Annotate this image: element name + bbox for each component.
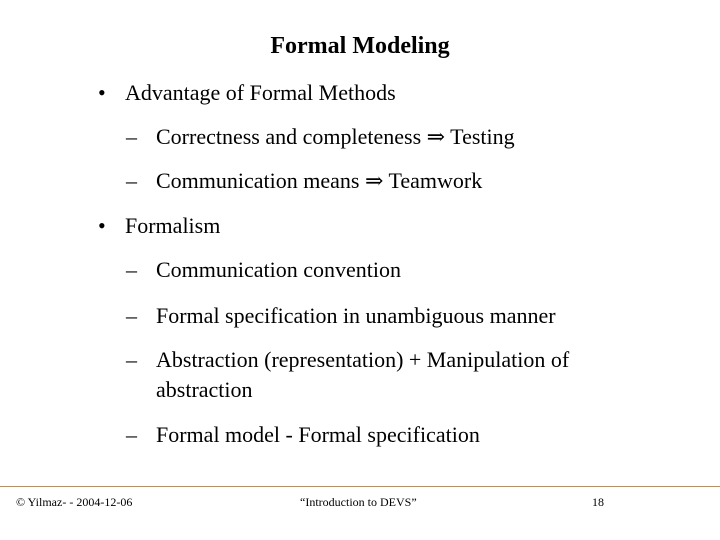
dash-marker: –	[126, 422, 137, 447]
slide-title: Formal Modeling	[270, 33, 450, 59]
subitem-text: Communication means ⇒ Teamwork	[156, 168, 483, 193]
subitem-text: Formal specification in unambiguous manner	[156, 303, 556, 328]
subitem-abstraction-continued	[156, 375, 253, 405]
subitem-abstraction	[126, 345, 570, 375]
subitem-communication-convention	[126, 255, 402, 285]
footer-presentation-title: “Introduction to DEVS”	[300, 495, 417, 509]
subitem-communication-means	[126, 166, 483, 196]
bullet-marker: •	[98, 213, 106, 238]
subitem-formal-model	[126, 420, 480, 450]
subitem-text: Correctness and completeness ⇒ Testing	[156, 124, 515, 149]
subitem-text: Communication convention	[156, 257, 402, 282]
subitem-text: Formal model - Formal specification	[156, 422, 480, 447]
dash-marker: –	[126, 168, 137, 193]
subitem-correctness	[126, 122, 515, 152]
bullet-item-advantage	[98, 78, 396, 108]
bullet-text: Formalism	[125, 213, 221, 238]
footer-page-number: 18	[592, 495, 604, 509]
bullet-item-formalism	[98, 211, 221, 241]
dash-marker: –	[126, 347, 137, 372]
subitem-text: Abstraction (representation) + Manipulation of	[156, 347, 570, 372]
footer-divider	[0, 486, 720, 487]
dash-marker: –	[126, 303, 137, 328]
dash-marker: –	[126, 124, 137, 149]
bullet-marker: •	[98, 80, 106, 105]
dash-marker: –	[126, 257, 137, 282]
subitem-text: abstraction	[156, 377, 253, 402]
footer-copyright: © Yilmaz- - 2004-12-06	[16, 495, 133, 509]
bullet-text: Advantage of Formal Methods	[125, 80, 396, 105]
subitem-formal-specification	[126, 301, 556, 331]
